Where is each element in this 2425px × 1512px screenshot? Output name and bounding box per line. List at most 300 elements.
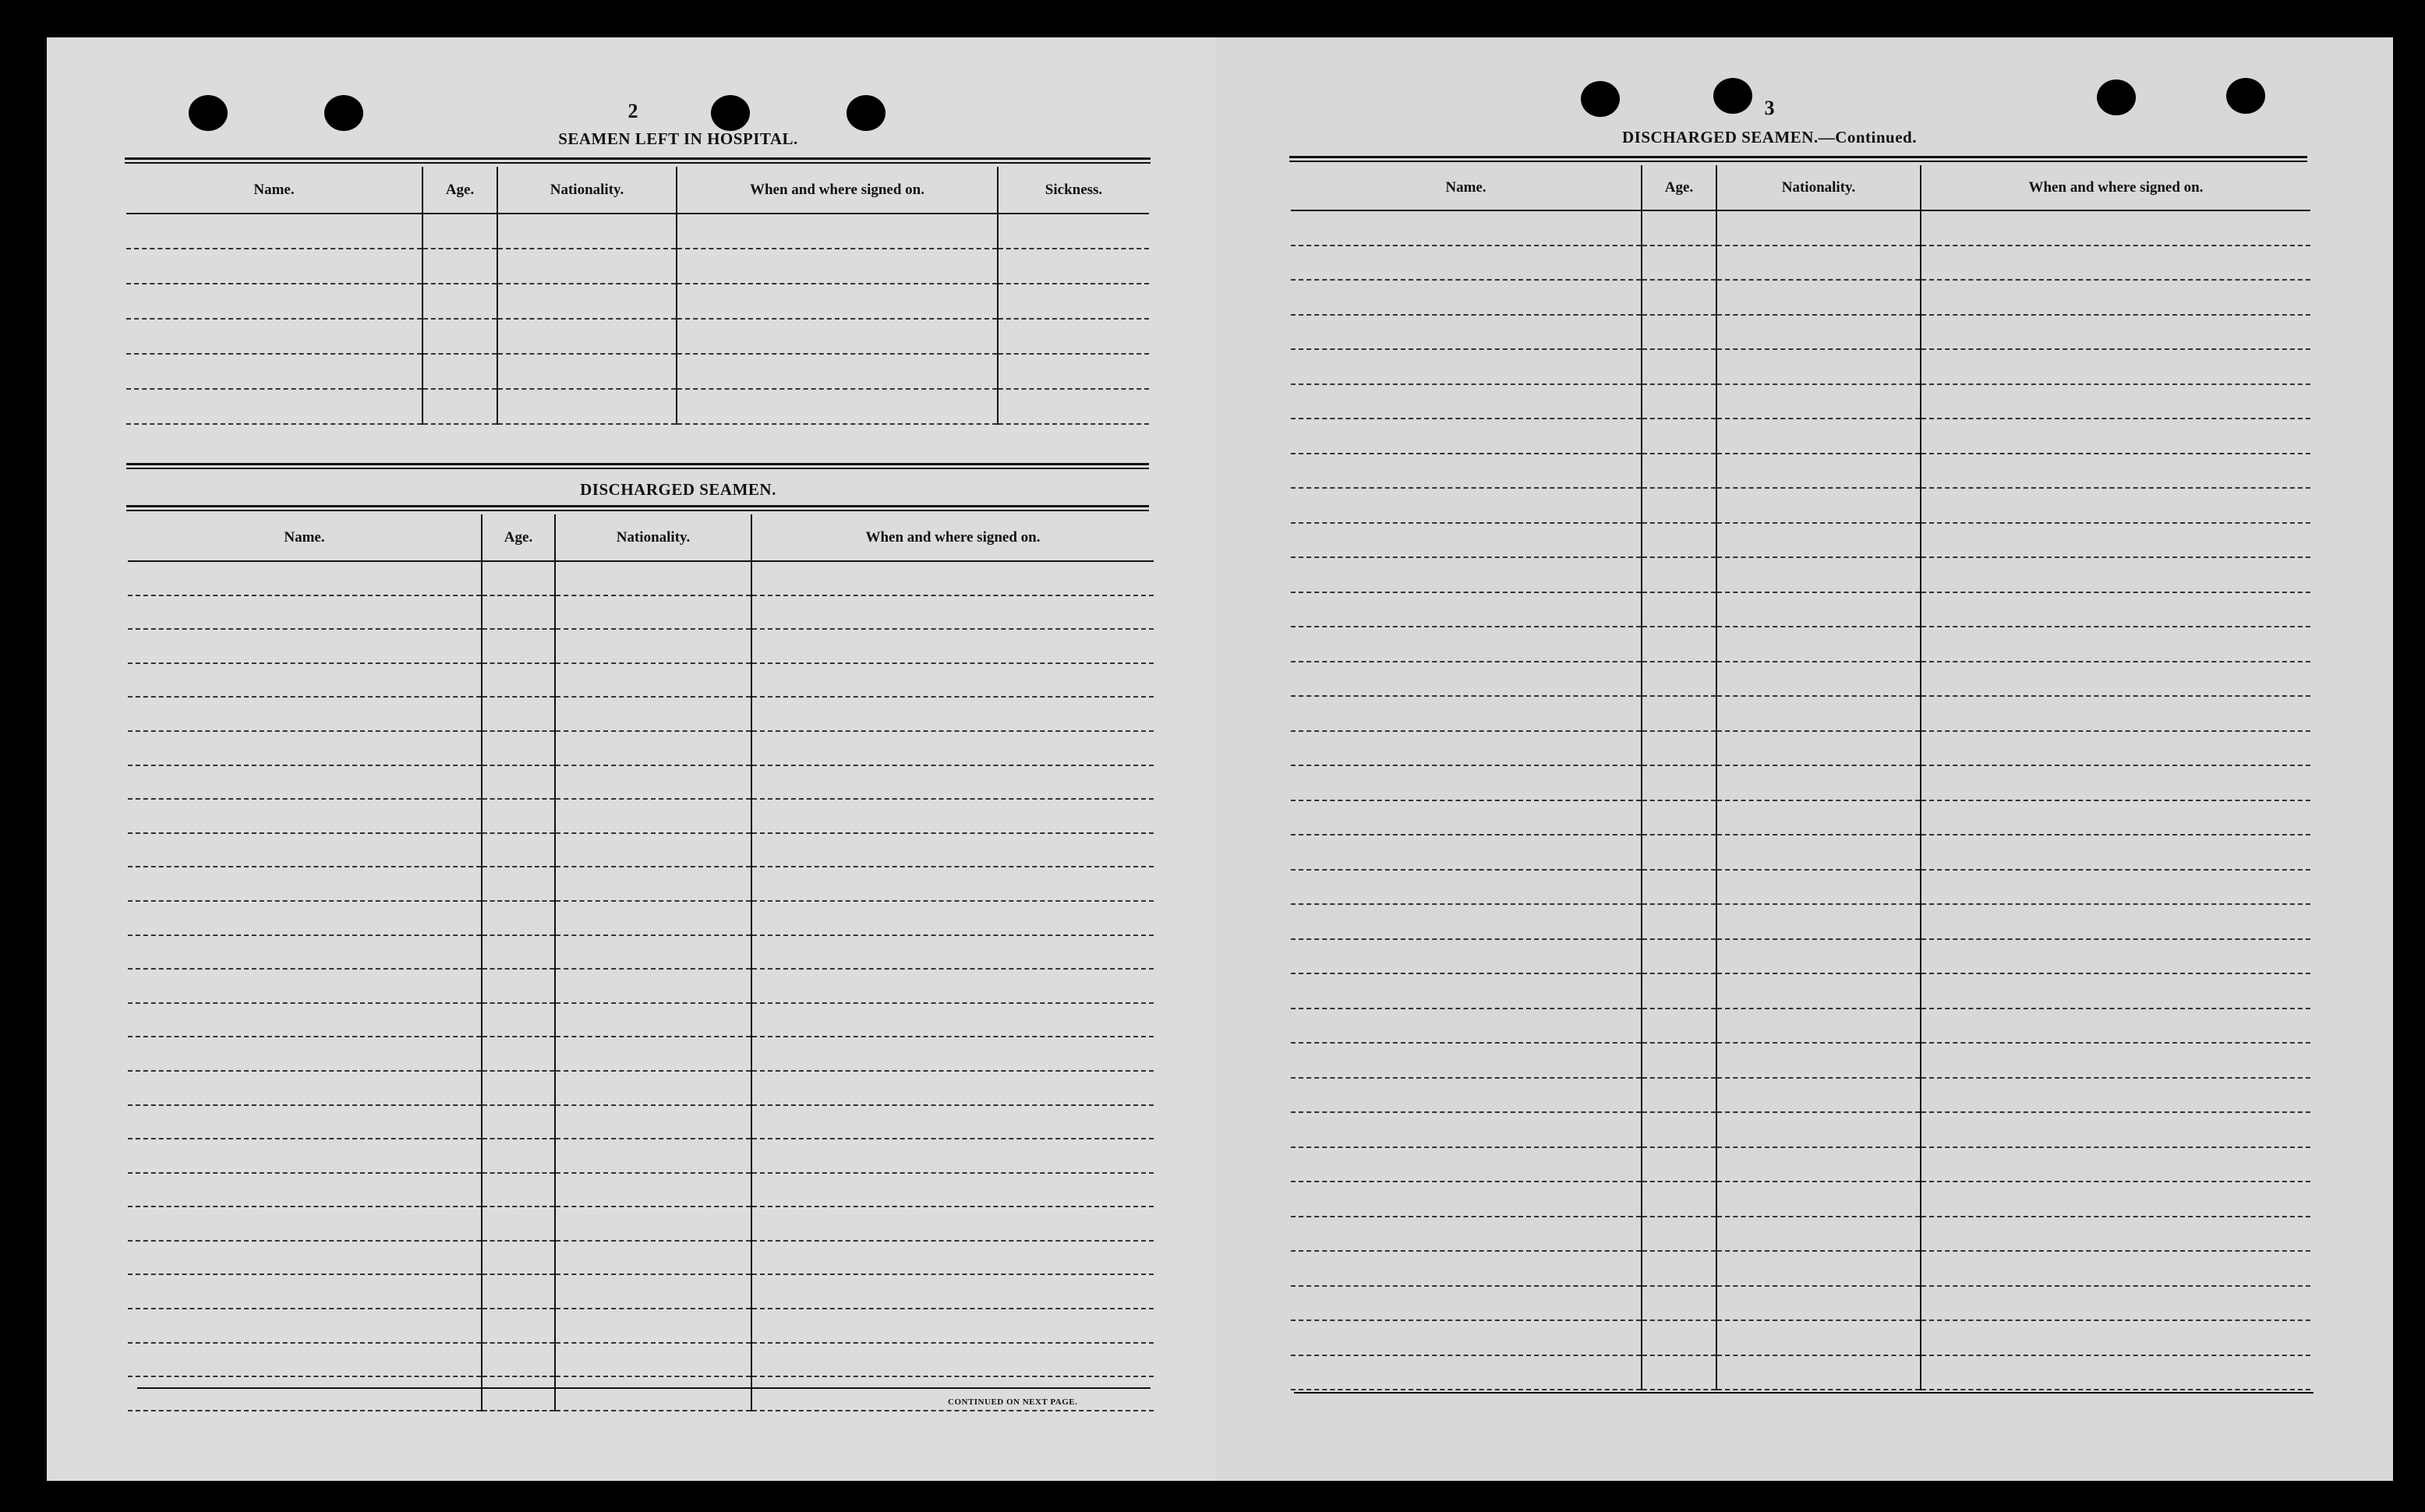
discharged-table bbox=[128, 514, 1154, 1411]
blank-cell bbox=[128, 1071, 482, 1105]
blank-cell bbox=[1642, 1112, 1716, 1147]
blank-cell bbox=[1921, 523, 2310, 558]
blank-cell bbox=[1921, 800, 2310, 835]
blank-cell bbox=[1716, 765, 1921, 800]
col-header-name: Name. bbox=[128, 514, 482, 561]
blank-cell bbox=[751, 1105, 1154, 1139]
blank-cell bbox=[1291, 1078, 1642, 1113]
blank-cell bbox=[1291, 1182, 1642, 1217]
blank-cell bbox=[1921, 419, 2310, 454]
blank-cell bbox=[555, 765, 751, 800]
table-row bbox=[128, 595, 1154, 630]
blank-cell bbox=[751, 765, 1154, 800]
blank-cell bbox=[1716, 384, 1921, 419]
blank-cell bbox=[555, 1309, 751, 1343]
blank-cell bbox=[1291, 696, 1642, 731]
blank-cell bbox=[677, 389, 998, 424]
blank-cell bbox=[555, 1274, 751, 1309]
blank-cell bbox=[482, 833, 555, 867]
right-page bbox=[1216, 37, 2393, 1481]
page-number: 3 bbox=[1764, 97, 1775, 119]
table-row bbox=[128, 663, 1154, 698]
punch-hole bbox=[324, 95, 363, 131]
discharged-continued-table bbox=[1291, 165, 2310, 1390]
page-number: 2 bbox=[627, 100, 638, 122]
blank-cell bbox=[422, 319, 497, 354]
col-header-signed-on: When and where signed on. bbox=[677, 167, 998, 214]
blank-cell bbox=[1642, 870, 1716, 905]
blank-cell bbox=[422, 354, 497, 389]
blank-cell bbox=[1291, 1043, 1642, 1078]
blank-cell bbox=[128, 1173, 482, 1207]
blank-cell bbox=[126, 284, 422, 319]
blank-cell bbox=[1642, 1355, 1716, 1390]
blank-cell bbox=[555, 561, 751, 595]
punch-hole bbox=[189, 95, 228, 131]
blank-cell bbox=[1921, 1251, 2310, 1286]
blank-cell bbox=[1291, 835, 1642, 870]
blank-cell bbox=[1716, 904, 1921, 939]
blank-cell bbox=[998, 249, 1149, 284]
table-row bbox=[1291, 696, 2310, 731]
blank-cell bbox=[422, 214, 497, 249]
blank-cell bbox=[1642, 627, 1716, 662]
blank-cell bbox=[1642, 1147, 1716, 1182]
blank-cell bbox=[1642, 731, 1716, 766]
blank-cell bbox=[751, 1274, 1154, 1309]
double-rule bbox=[126, 505, 1149, 511]
blank-cell bbox=[128, 629, 482, 663]
table-row bbox=[1291, 1286, 2310, 1321]
blank-cell bbox=[1921, 384, 2310, 419]
table-row bbox=[1291, 1009, 2310, 1044]
blank-cell bbox=[1716, 627, 1921, 662]
table-row bbox=[128, 561, 1154, 595]
blank-cell bbox=[1716, 1078, 1921, 1113]
blank-cell bbox=[128, 833, 482, 867]
blank-cell bbox=[555, 1376, 751, 1411]
blank-cell bbox=[1642, 246, 1716, 281]
blank-cell bbox=[1642, 939, 1716, 974]
continued-note: CONTINUED ON NEXT PAGE. bbox=[948, 1397, 1078, 1407]
blank-cell bbox=[497, 214, 677, 249]
blank-cell bbox=[555, 1105, 751, 1139]
blank-cell bbox=[482, 1173, 555, 1207]
blank-cell bbox=[751, 1343, 1154, 1377]
table-row bbox=[126, 319, 1149, 354]
table-row bbox=[128, 1274, 1154, 1309]
blank-cell bbox=[1921, 1112, 2310, 1147]
blank-cell bbox=[1642, 210, 1716, 246]
table-row bbox=[128, 1241, 1154, 1275]
blank-cell bbox=[1291, 419, 1642, 454]
blank-cell bbox=[1291, 523, 1642, 558]
table-row bbox=[1291, 1147, 2310, 1182]
blank-cell bbox=[128, 1274, 482, 1309]
table-row bbox=[1291, 904, 2310, 939]
blank-cell bbox=[126, 389, 422, 424]
blank-cell bbox=[677, 354, 998, 389]
blank-cell bbox=[555, 629, 751, 663]
blank-cell bbox=[482, 731, 555, 765]
table-row bbox=[128, 1105, 1154, 1139]
table-row bbox=[1291, 557, 2310, 592]
blank-cell bbox=[482, 663, 555, 698]
blank-cell bbox=[998, 389, 1149, 424]
blank-cell bbox=[482, 1309, 555, 1343]
blank-cell bbox=[482, 697, 555, 731]
blank-cell bbox=[1716, 1251, 1921, 1286]
blank-cell bbox=[555, 1003, 751, 1037]
blank-cell bbox=[1921, 1217, 2310, 1252]
blank-cell bbox=[128, 663, 482, 698]
table-row bbox=[1291, 1112, 2310, 1147]
blank-cell bbox=[751, 1241, 1154, 1275]
table-row bbox=[128, 1206, 1154, 1241]
punch-hole bbox=[847, 95, 886, 131]
blank-cell bbox=[1716, 1043, 1921, 1078]
blank-cell bbox=[1642, 419, 1716, 454]
blank-cell bbox=[1642, 696, 1716, 731]
table-row bbox=[126, 249, 1149, 284]
blank-cell bbox=[497, 249, 677, 284]
blank-cell bbox=[1291, 454, 1642, 489]
blank-cell bbox=[482, 1003, 555, 1037]
blank-cell bbox=[751, 1071, 1154, 1105]
blank-cell bbox=[751, 1309, 1154, 1343]
discharged-continued-title: DISCHARGED SEAMEN.—Continued. bbox=[1622, 128, 1917, 147]
blank-cell bbox=[555, 731, 751, 765]
blank-cell bbox=[751, 833, 1154, 867]
blank-cell bbox=[1642, 315, 1716, 350]
blank-cell bbox=[751, 663, 1154, 698]
table-row bbox=[128, 901, 1154, 935]
blank-cell bbox=[751, 595, 1154, 630]
blank-cell bbox=[1716, 1147, 1921, 1182]
blank-cell bbox=[1291, 1355, 1642, 1390]
table-row bbox=[1291, 1251, 2310, 1286]
blank-cell bbox=[1716, 419, 1921, 454]
blank-cell bbox=[1921, 1009, 2310, 1044]
blank-cell bbox=[128, 867, 482, 901]
table-row bbox=[1291, 246, 2310, 281]
blank-cell bbox=[1716, 800, 1921, 835]
table-row bbox=[1291, 1182, 2310, 1217]
blank-cell bbox=[422, 249, 497, 284]
blank-cell bbox=[1716, 592, 1921, 627]
blank-cell bbox=[555, 867, 751, 901]
table-row bbox=[1291, 1217, 2310, 1252]
blank-cell bbox=[1921, 1078, 2310, 1113]
blank-cell bbox=[1921, 973, 2310, 1009]
table-row bbox=[128, 697, 1154, 731]
table-row bbox=[1291, 939, 2310, 974]
blank-cell bbox=[128, 1105, 482, 1139]
blank-cell bbox=[1642, 765, 1716, 800]
blank-cell bbox=[1921, 1286, 2310, 1321]
blank-cell bbox=[1716, 1355, 1921, 1390]
blank-cell bbox=[1642, 1182, 1716, 1217]
blank-cell bbox=[126, 249, 422, 284]
blank-cell bbox=[751, 901, 1154, 935]
blank-cell bbox=[1716, 246, 1921, 281]
blank-cell bbox=[1716, 662, 1921, 697]
table-row bbox=[1291, 870, 2310, 905]
table-row bbox=[126, 389, 1149, 424]
blank-cell bbox=[482, 799, 555, 833]
blank-cell bbox=[677, 249, 998, 284]
table-row bbox=[128, 867, 1154, 901]
blank-cell bbox=[1642, 280, 1716, 315]
punch-hole bbox=[2097, 79, 2136, 115]
table-row bbox=[1291, 973, 2310, 1009]
table-row bbox=[1291, 1043, 2310, 1078]
blank-cell bbox=[497, 319, 677, 354]
blank-cell bbox=[422, 284, 497, 319]
blank-cell bbox=[1291, 557, 1642, 592]
blank-cell bbox=[1716, 1320, 1921, 1355]
blank-cell bbox=[1642, 1251, 1716, 1286]
blank-cell bbox=[751, 799, 1154, 833]
blank-cell bbox=[1716, 835, 1921, 870]
col-header-age: Age. bbox=[1642, 165, 1716, 210]
blank-cell bbox=[1921, 870, 2310, 905]
table-row bbox=[128, 969, 1154, 1003]
blank-cell bbox=[128, 1206, 482, 1241]
blank-cell bbox=[1921, 246, 2310, 281]
blank-cell bbox=[1921, 1147, 2310, 1182]
table-row bbox=[1291, 592, 2310, 627]
ledger-document bbox=[47, 37, 2393, 1481]
table-row bbox=[1291, 800, 2310, 835]
blank-cell bbox=[128, 969, 482, 1003]
blank-cell bbox=[1291, 904, 1642, 939]
table-row bbox=[1291, 765, 2310, 800]
blank-cell bbox=[482, 969, 555, 1003]
blank-cell bbox=[1921, 280, 2310, 315]
blank-cell bbox=[1642, 557, 1716, 592]
blank-cell bbox=[1921, 557, 2310, 592]
blank-cell bbox=[751, 969, 1154, 1003]
table-row bbox=[128, 833, 1154, 867]
blank-cell bbox=[677, 284, 998, 319]
table-row bbox=[1291, 627, 2310, 662]
blank-cell bbox=[1291, 1251, 1642, 1286]
blank-cell bbox=[555, 697, 751, 731]
blank-cell bbox=[1716, 315, 1921, 350]
blank-cell bbox=[677, 319, 998, 354]
blank-cell bbox=[677, 214, 998, 249]
blank-cell bbox=[1291, 1320, 1642, 1355]
col-header-age: Age. bbox=[422, 167, 497, 214]
blank-cell bbox=[128, 935, 482, 970]
blank-cell bbox=[128, 595, 482, 630]
blank-cell bbox=[128, 901, 482, 935]
blank-cell bbox=[1291, 592, 1642, 627]
blank-cell bbox=[1642, 1320, 1716, 1355]
left-page bbox=[47, 37, 1216, 1481]
blank-cell bbox=[998, 284, 1149, 319]
table-row bbox=[1291, 280, 2310, 315]
table-row bbox=[1291, 1320, 2310, 1355]
blank-cell bbox=[1716, 557, 1921, 592]
blank-cell bbox=[482, 1343, 555, 1377]
col-header-name: Name. bbox=[1291, 165, 1642, 210]
blank-cell bbox=[1716, 731, 1921, 766]
blank-cell bbox=[126, 214, 422, 249]
blank-cell bbox=[555, 663, 751, 698]
table-row bbox=[128, 1071, 1154, 1105]
table-row bbox=[1291, 488, 2310, 523]
blank-cell bbox=[128, 1003, 482, 1037]
blank-cell bbox=[482, 1206, 555, 1241]
blank-cell bbox=[751, 629, 1154, 663]
blank-cell bbox=[1921, 349, 2310, 384]
blank-cell bbox=[1716, 280, 1921, 315]
blank-cell bbox=[128, 697, 482, 731]
blank-cell bbox=[1716, 349, 1921, 384]
blank-cell bbox=[555, 799, 751, 833]
blank-cell bbox=[482, 561, 555, 595]
blank-cell bbox=[1921, 488, 2310, 523]
col-header-sickness: Sickness. bbox=[998, 167, 1149, 214]
col-header-name: Name. bbox=[126, 167, 422, 214]
blank-cell bbox=[751, 1037, 1154, 1071]
punch-hole bbox=[711, 95, 750, 131]
blank-cell bbox=[128, 561, 482, 595]
col-header-signed-on: When and where signed on. bbox=[1921, 165, 2310, 210]
punch-hole bbox=[2226, 78, 2265, 114]
col-header-nationality: Nationality. bbox=[497, 167, 677, 214]
blank-cell bbox=[1642, 1043, 1716, 1078]
table-row bbox=[128, 1003, 1154, 1037]
blank-cell bbox=[128, 1309, 482, 1343]
blank-cell bbox=[751, 935, 1154, 970]
blank-cell bbox=[482, 629, 555, 663]
double-rule bbox=[1289, 156, 2307, 162]
blank-cell bbox=[1291, 731, 1642, 766]
blank-cell bbox=[1921, 662, 2310, 697]
table-row bbox=[1291, 1078, 2310, 1113]
blank-cell bbox=[1291, 1286, 1642, 1321]
blank-cell bbox=[1921, 592, 2310, 627]
blank-cell bbox=[1716, 870, 1921, 905]
blank-cell bbox=[482, 1241, 555, 1275]
blank-cell bbox=[1291, 1112, 1642, 1147]
blank-cell bbox=[555, 1173, 751, 1207]
blank-cell bbox=[1642, 1078, 1716, 1113]
blank-cell bbox=[751, 1206, 1154, 1241]
blank-cell bbox=[555, 1037, 751, 1071]
bottom-rule bbox=[137, 1387, 1151, 1389]
table-row bbox=[1291, 349, 2310, 384]
blank-cell bbox=[482, 867, 555, 901]
blank-cell bbox=[555, 595, 751, 630]
blank-cell bbox=[1291, 1009, 1642, 1044]
blank-cell bbox=[497, 389, 677, 424]
blank-cell bbox=[555, 1206, 751, 1241]
blank-cell bbox=[1291, 315, 1642, 350]
blank-cell bbox=[482, 595, 555, 630]
blank-cell bbox=[1642, 835, 1716, 870]
blank-cell bbox=[482, 1139, 555, 1173]
blank-cell bbox=[998, 319, 1149, 354]
blank-cell bbox=[555, 969, 751, 1003]
blank-cell bbox=[1921, 1355, 2310, 1390]
discharged-section-title: DISCHARGED SEAMEN. bbox=[580, 480, 776, 499]
blank-cell bbox=[1716, 973, 1921, 1009]
blank-cell bbox=[1291, 870, 1642, 905]
table-row bbox=[1291, 523, 2310, 558]
blank-cell bbox=[998, 354, 1149, 389]
blank-cell bbox=[1921, 1043, 2310, 1078]
blank-cell bbox=[751, 731, 1154, 765]
blank-cell bbox=[482, 1071, 555, 1105]
blank-cell bbox=[482, 1037, 555, 1071]
blank-cell bbox=[1642, 973, 1716, 1009]
blank-cell bbox=[1291, 384, 1642, 419]
blank-cell bbox=[998, 214, 1149, 249]
col-header-nationality: Nationality. bbox=[1716, 165, 1921, 210]
blank-cell bbox=[751, 1139, 1154, 1173]
blank-cell bbox=[1716, 454, 1921, 489]
blank-cell bbox=[1642, 384, 1716, 419]
table-row bbox=[128, 731, 1154, 765]
blank-cell bbox=[1291, 246, 1642, 281]
blank-cell bbox=[1716, 1009, 1921, 1044]
blank-cell bbox=[497, 284, 677, 319]
blank-cell bbox=[482, 935, 555, 970]
table-row bbox=[126, 354, 1149, 389]
blank-cell bbox=[1291, 210, 1642, 246]
blank-cell bbox=[1716, 1217, 1921, 1252]
table-row bbox=[1291, 662, 2310, 697]
table-row bbox=[1291, 315, 2310, 350]
blank-cell bbox=[555, 833, 751, 867]
blank-cell bbox=[1642, 488, 1716, 523]
blank-cell bbox=[1921, 835, 2310, 870]
table-row bbox=[126, 214, 1149, 249]
blank-cell bbox=[1642, 454, 1716, 489]
blank-cell bbox=[482, 1105, 555, 1139]
blank-cell bbox=[1716, 1112, 1921, 1147]
blank-cell bbox=[1921, 696, 2310, 731]
blank-cell bbox=[1291, 349, 1642, 384]
blank-cell bbox=[1291, 488, 1642, 523]
blank-cell bbox=[482, 1376, 555, 1411]
blank-cell bbox=[751, 697, 1154, 731]
hospital-section-title: SEAMEN LEFT IN HOSPITAL. bbox=[558, 129, 798, 148]
blank-cell bbox=[1921, 939, 2310, 974]
blank-cell bbox=[1642, 523, 1716, 558]
col-header-nationality: Nationality. bbox=[555, 514, 751, 561]
col-header-age: Age. bbox=[482, 514, 555, 561]
table-row bbox=[128, 1309, 1154, 1343]
blank-cell bbox=[1291, 627, 1642, 662]
bottom-rule bbox=[1294, 1392, 2314, 1394]
blank-cell bbox=[126, 319, 422, 354]
table-row bbox=[128, 799, 1154, 833]
blank-cell bbox=[1642, 349, 1716, 384]
table-row bbox=[128, 935, 1154, 970]
blank-cell bbox=[1642, 592, 1716, 627]
blank-cell bbox=[1921, 1182, 2310, 1217]
blank-cell bbox=[1291, 280, 1642, 315]
double-rule bbox=[126, 463, 1149, 469]
blank-cell bbox=[1921, 210, 2310, 246]
blank-cell bbox=[128, 731, 482, 765]
blank-cell bbox=[751, 1003, 1154, 1037]
